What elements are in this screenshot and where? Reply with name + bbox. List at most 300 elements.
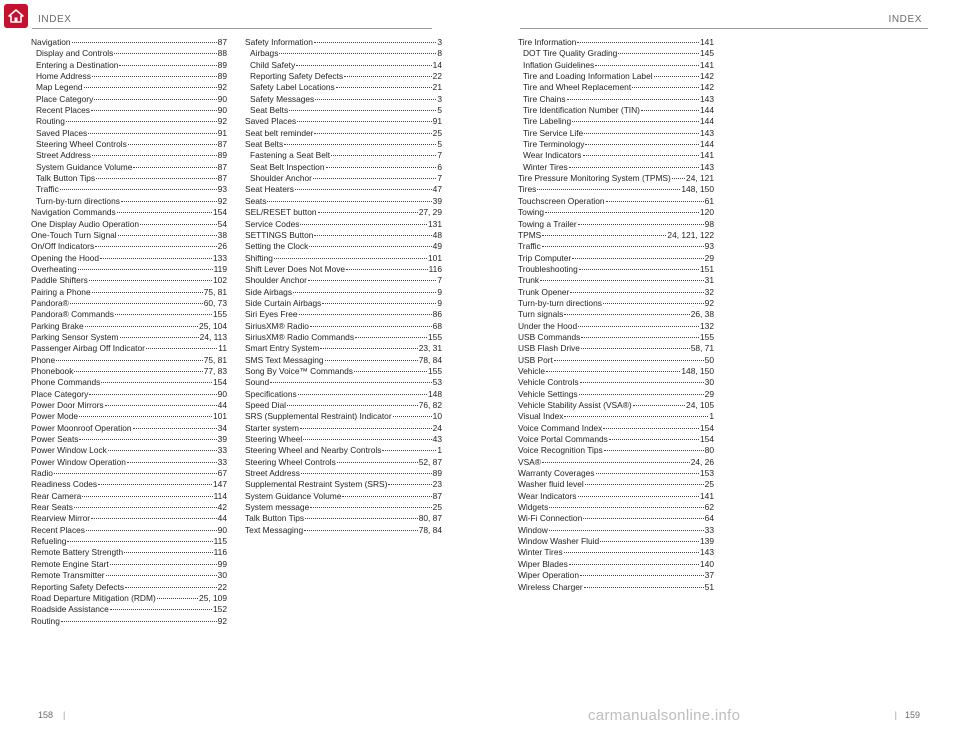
entry-page-ref[interactable]: 148, 150: [681, 184, 714, 195]
index-entry[interactable]: [518, 547, 714, 558]
index-entry[interactable]: [31, 468, 227, 479]
index-entry[interactable]: [245, 230, 442, 241]
entry-page-ref[interactable]: 89: [217, 71, 227, 82]
entry-page-ref[interactable]: 91: [432, 116, 442, 127]
entry-page-ref[interactable]: 120: [700, 207, 714, 218]
entry-page-ref[interactable]: 92: [217, 195, 227, 206]
entry-page-ref[interactable]: 7: [437, 275, 442, 286]
entry-page-ref[interactable]: 23, 31: [418, 343, 442, 354]
entry-page-ref[interactable]: 25: [432, 127, 442, 138]
index-entry[interactable]: [518, 536, 714, 547]
index-entry[interactable]: [518, 105, 714, 116]
entry-page-ref[interactable]: 77, 83: [203, 365, 227, 376]
index-entry[interactable]: [31, 604, 227, 615]
entry-page-ref[interactable]: 51: [704, 581, 714, 592]
index-entry[interactable]: [31, 411, 227, 422]
entry-page-ref[interactable]: 29: [704, 252, 714, 263]
index-entry[interactable]: [31, 287, 227, 298]
index-entry[interactable]: [245, 287, 442, 298]
entry-page-ref[interactable]: 76, 82: [418, 400, 442, 410]
index-entry[interactable]: [518, 184, 714, 195]
entry-page-ref[interactable]: 147: [213, 479, 227, 490]
index-entry[interactable]: [31, 184, 227, 195]
entry-page-ref[interactable]: 14: [432, 59, 442, 70]
entry-page-ref[interactable]: 152: [213, 604, 227, 615]
index-entry[interactable]: [518, 196, 714, 207]
index-entry[interactable]: [518, 287, 714, 298]
index-entry[interactable]: [518, 457, 714, 468]
entry-page-ref[interactable]: 78, 84: [418, 524, 442, 535]
index-entry[interactable]: [245, 60, 442, 71]
index-entry[interactable]: [518, 582, 714, 593]
entry-page-ref[interactable]: 101: [213, 411, 227, 422]
entry-page-ref[interactable]: 99: [217, 558, 227, 569]
index-entry[interactable]: [245, 162, 442, 173]
entry-page-ref[interactable]: 3: [437, 93, 442, 104]
index-entry[interactable]: [518, 411, 714, 422]
index-entry[interactable]: [31, 593, 227, 604]
entry-page-ref[interactable]: 26, 38: [690, 309, 714, 320]
entry-page-ref[interactable]: 60, 73: [203, 297, 227, 308]
index-entry[interactable]: [518, 275, 714, 286]
entry-page-ref[interactable]: 155: [213, 309, 227, 320]
entry-page-ref[interactable]: 142: [700, 82, 714, 93]
entry-page-ref[interactable]: 67: [217, 468, 227, 479]
entry-term: Traffic: [36, 184, 59, 195]
entry-page-ref[interactable]: 90: [217, 388, 227, 399]
index-entry[interactable]: [31, 241, 227, 252]
entry-page-ref[interactable]: 9: [437, 286, 442, 297]
index-entry[interactable]: [245, 71, 442, 82]
index-entry[interactable]: [518, 570, 714, 581]
home-button[interactable]: [4, 4, 28, 28]
index-entry[interactable]: [245, 128, 442, 139]
index-entry[interactable]: [245, 94, 442, 105]
index-entry[interactable]: [518, 207, 714, 218]
entry-page-ref[interactable]: 89: [217, 59, 227, 70]
entry-page-ref[interactable]: 115: [213, 536, 227, 547]
entry-page-ref[interactable]: 42: [217, 502, 227, 513]
entry-page-ref[interactable]: 90: [217, 93, 227, 104]
index-entry[interactable]: [518, 513, 714, 524]
entry-page-ref[interactable]: 27, 29: [418, 207, 442, 218]
index-entry[interactable]: [31, 230, 227, 241]
entry-page-ref[interactable]: 34: [217, 422, 227, 433]
index-entry[interactable]: [518, 491, 714, 502]
entry-page-ref[interactable]: 101: [428, 252, 442, 263]
entry-page-ref[interactable]: 21: [432, 82, 442, 93]
entry-page-ref[interactable]: 64: [704, 513, 714, 524]
entry-term: Remote Battery Strength: [31, 547, 124, 558]
entry-page-ref[interactable]: 131: [428, 218, 442, 229]
index-entry[interactable]: [31, 570, 227, 581]
entry-page-ref[interactable]: 133: [213, 252, 227, 263]
entry-page-ref[interactable]: 5: [437, 105, 442, 116]
entry-page-ref[interactable]: 30: [704, 377, 714, 388]
entry-page-ref[interactable]: 30: [217, 570, 227, 581]
entry-page-ref[interactable]: 68: [432, 320, 442, 331]
index-entry[interactable]: [518, 332, 714, 343]
index-entry[interactable]: [245, 264, 442, 275]
entry-page-ref[interactable]: 86: [432, 309, 442, 320]
index-entry[interactable]: [518, 502, 714, 513]
index-entry[interactable]: [31, 82, 227, 93]
index-entry[interactable]: [518, 116, 714, 127]
index-entry[interactable]: [245, 491, 442, 502]
index-entry[interactable]: [31, 253, 227, 264]
index-entry[interactable]: [31, 479, 227, 490]
index-entry[interactable]: [245, 116, 442, 127]
index-entry[interactable]: [31, 116, 227, 127]
index-entry[interactable]: [518, 219, 714, 230]
index-entry[interactable]: [31, 491, 227, 502]
entry-page-ref[interactable]: 87: [217, 161, 227, 172]
index-entry[interactable]: [31, 343, 227, 354]
entry-page-ref[interactable]: 39: [432, 195, 442, 206]
index-entry[interactable]: [518, 355, 714, 366]
index-entry[interactable]: [31, 219, 227, 230]
entry-page-ref[interactable]: 141: [700, 37, 714, 47]
index-entry[interactable]: [245, 445, 442, 456]
index-entry[interactable]: [31, 139, 227, 150]
entry-page-ref[interactable]: 75, 81: [203, 354, 227, 365]
index-entry[interactable]: [518, 264, 714, 275]
index-entry[interactable]: [518, 139, 714, 150]
index-entry[interactable]: [245, 468, 442, 479]
entry-page-ref[interactable]: 25: [704, 479, 714, 490]
entry-page-ref[interactable]: 87: [217, 37, 227, 47]
index-entry[interactable]: [31, 275, 227, 286]
dot-leader: [310, 326, 432, 327]
entry-page-ref[interactable]: 92: [704, 297, 714, 308]
entry-page-ref[interactable]: 89: [217, 150, 227, 161]
index-entry[interactable]: [518, 82, 714, 93]
index-entry[interactable]: [245, 411, 442, 422]
index-entry[interactable]: [518, 128, 714, 139]
index-entry[interactable]: [245, 321, 442, 332]
index-entry[interactable]: [245, 434, 442, 445]
index-entry[interactable]: [245, 332, 442, 343]
entry-page-ref[interactable]: 75, 81: [203, 286, 227, 297]
index-entry[interactable]: [518, 48, 714, 59]
entry-page-ref[interactable]: 155: [700, 331, 714, 342]
index-entry[interactable]: [245, 377, 442, 388]
entry-page-ref[interactable]: 1: [709, 411, 714, 422]
index-entry[interactable]: [31, 525, 227, 536]
entry-page-ref[interactable]: 24, 105: [686, 400, 714, 410]
entry-page-ref[interactable]: 154: [700, 422, 714, 433]
entry-page-ref[interactable]: 145: [700, 48, 714, 59]
entry-page-ref[interactable]: 119: [213, 263, 227, 274]
entry-term: Tire Terminology: [523, 139, 585, 150]
entry-page-ref[interactable]: 23: [432, 479, 442, 490]
index-entry[interactable]: [518, 366, 714, 377]
entry-page-ref[interactable]: 98: [704, 218, 714, 229]
entry-page-ref[interactable]: 3: [437, 37, 442, 47]
entry-page-ref[interactable]: 37: [704, 570, 714, 581]
entry-page-ref[interactable]: 25, 104: [199, 320, 227, 331]
index-entry[interactable]: [518, 37, 714, 48]
index-entry[interactable]: [518, 60, 714, 71]
dot-leader: [567, 99, 700, 100]
entry-page-ref[interactable]: 58, 71: [690, 343, 714, 354]
index-entry[interactable]: [245, 513, 442, 524]
index-entry[interactable]: [518, 468, 714, 479]
entry-page-ref[interactable]: 90: [217, 524, 227, 535]
index-entry[interactable]: [31, 60, 227, 71]
entry-page-ref[interactable]: 80: [704, 445, 714, 456]
index-entry[interactable]: [245, 82, 442, 93]
index-entry[interactable]: [31, 457, 227, 468]
entry-page-ref[interactable]: 32: [704, 286, 714, 297]
index-entry[interactable]: [245, 173, 442, 184]
dot-leader: [106, 575, 217, 576]
index-entry[interactable]: [245, 400, 442, 411]
entry-page-ref[interactable]: 62: [704, 502, 714, 513]
index-entry[interactable]: [518, 423, 714, 434]
index-entry[interactable]: [31, 389, 227, 400]
index-entry[interactable]: [245, 479, 442, 490]
index-entry[interactable]: [31, 71, 227, 82]
index-entry[interactable]: [518, 150, 714, 161]
entry-page-ref[interactable]: 92: [217, 116, 227, 127]
entry-page-ref[interactable]: 154: [213, 207, 227, 218]
entry-page-ref[interactable]: 148, 150: [681, 365, 714, 376]
index-entry[interactable]: [518, 162, 714, 173]
entry-page-ref[interactable]: 31: [704, 275, 714, 286]
index-entry[interactable]: [245, 275, 442, 286]
index-entry[interactable]: [245, 502, 442, 513]
index-entry[interactable]: [31, 355, 227, 366]
entry-page-ref[interactable]: 24, 26: [690, 456, 714, 467]
entry-page-ref[interactable]: 143: [700, 547, 714, 558]
index-entry[interactable]: [518, 241, 714, 252]
index-entry[interactable]: [518, 434, 714, 445]
index-entry[interactable]: [31, 366, 227, 377]
index-entry[interactable]: [518, 298, 714, 309]
entry-page-ref[interactable]: 132: [700, 320, 714, 331]
entry-page-ref[interactable]: 49: [432, 241, 442, 252]
entry-page-ref[interactable]: 114: [213, 490, 227, 501]
entry-page-ref[interactable]: 33: [217, 445, 227, 456]
entry-page-ref[interactable]: 151: [700, 263, 714, 274]
index-entry[interactable]: [518, 525, 714, 536]
index-entry[interactable]: [31, 173, 227, 184]
index-entry[interactable]: [518, 321, 714, 332]
index-entry[interactable]: [518, 559, 714, 570]
entry-page-ref[interactable]: 6: [437, 161, 442, 172]
entry-page-ref[interactable]: 47: [432, 184, 442, 195]
index-entry[interactable]: [245, 48, 442, 59]
index-entry[interactable]: [31, 162, 227, 173]
entry-page-ref[interactable]: 22: [432, 71, 442, 82]
entry-page-ref[interactable]: 143: [700, 161, 714, 172]
entry-page-ref[interactable]: 33: [217, 456, 227, 467]
entry-page-ref[interactable]: 7: [437, 173, 442, 184]
entry-page-ref[interactable]: 139: [700, 536, 714, 547]
index-entry[interactable]: [31, 298, 227, 309]
index-entry[interactable]: [31, 536, 227, 547]
index-entry[interactable]: [31, 196, 227, 207]
index-entry[interactable]: [518, 389, 714, 400]
entry-page-ref[interactable]: 144: [700, 116, 714, 127]
entry-page-ref[interactable]: 142: [700, 71, 714, 82]
index-entry[interactable]: [245, 457, 442, 468]
index-entry[interactable]: [31, 547, 227, 558]
index-entry[interactable]: [245, 150, 442, 161]
entry-page-ref[interactable]: 141: [700, 150, 714, 161]
index-entry[interactable]: [245, 207, 442, 218]
index-entry[interactable]: [245, 389, 442, 400]
index-entry[interactable]: [518, 343, 714, 354]
entry-page-ref[interactable]: 22: [217, 581, 227, 592]
entry-page-ref[interactable]: 24: [432, 422, 442, 433]
index-entry[interactable]: [31, 128, 227, 139]
index-entry[interactable]: [31, 207, 227, 218]
entry-page-ref[interactable]: 10: [432, 411, 442, 422]
entry-page-ref[interactable]: 53: [432, 377, 442, 388]
entry-page-ref[interactable]: 92: [217, 615, 227, 626]
index-entry[interactable]: [31, 264, 227, 275]
entry-page-ref[interactable]: 8: [437, 48, 442, 59]
entry-page-ref[interactable]: 26: [217, 241, 227, 252]
entry-page-ref[interactable]: 25: [432, 502, 442, 513]
entry-page-ref[interactable]: 78, 84: [418, 354, 442, 365]
index-entry[interactable]: [518, 445, 714, 456]
index-entry[interactable]: [245, 37, 442, 48]
entry-page-ref[interactable]: 116: [213, 547, 227, 558]
index-entry[interactable]: [245, 139, 442, 150]
entry-page-ref[interactable]: 88: [217, 48, 227, 59]
entry-page-ref[interactable]: 116: [428, 263, 442, 274]
index-entry[interactable]: [31, 332, 227, 343]
entry-page-ref[interactable]: 141: [700, 59, 714, 70]
entry-page-ref[interactable]: 144: [700, 139, 714, 150]
entry-page-ref[interactable]: 1: [437, 445, 442, 456]
entry-page-ref[interactable]: 43: [432, 434, 442, 445]
entry-page-ref[interactable]: 61: [704, 195, 714, 206]
index-entry[interactable]: [31, 434, 227, 445]
index-entry[interactable]: [31, 616, 227, 627]
entry-page-ref[interactable]: 89: [432, 468, 442, 479]
entry-page-ref[interactable]: 33: [704, 524, 714, 535]
entry-page-ref[interactable]: 80, 87: [418, 513, 442, 524]
index-entry[interactable]: [31, 502, 227, 513]
index-entry[interactable]: [518, 71, 714, 82]
entry-page-ref[interactable]: 44: [217, 513, 227, 524]
entry-page-ref[interactable]: 25, 109: [199, 592, 227, 603]
index-entry[interactable]: [245, 366, 442, 377]
index-entry[interactable]: [518, 253, 714, 264]
index-entry[interactable]: [518, 400, 714, 411]
index-entry[interactable]: [31, 37, 227, 48]
entry-page-ref[interactable]: 144: [700, 105, 714, 116]
entry-page-ref[interactable]: 154: [213, 377, 227, 388]
index-entry[interactable]: [518, 230, 714, 241]
entry-page-ref[interactable]: 11: [218, 343, 227, 354]
entry-page-ref[interactable]: 44: [217, 400, 227, 410]
index-entry[interactable]: [245, 355, 442, 366]
entry-page-ref[interactable]: 141: [700, 490, 714, 501]
entry-page-ref[interactable]: 24, 121: [686, 173, 714, 184]
index-entry[interactable]: [31, 400, 227, 411]
index-entry[interactable]: [31, 513, 227, 524]
index-entry[interactable]: [31, 321, 227, 332]
index-entry[interactable]: [31, 309, 227, 320]
index-entry[interactable]: [518, 309, 714, 320]
entry-page-ref[interactable]: 24, 121, 122: [667, 229, 714, 240]
entry-term: Tire Service Life: [523, 127, 584, 138]
entry-page-ref[interactable]: 92: [217, 82, 227, 93]
index-entry[interactable]: [245, 423, 442, 434]
entry-page-ref[interactable]: 143: [700, 127, 714, 138]
index-entry[interactable]: [31, 582, 227, 593]
entry-page-ref[interactable]: 7: [437, 150, 442, 161]
index-entry[interactable]: [31, 559, 227, 570]
entry-term: Steering Wheel Controls: [245, 456, 336, 467]
entry-page-ref[interactable]: 91: [217, 127, 227, 138]
entry-page-ref[interactable]: 50: [704, 354, 714, 365]
index-entry[interactable]: [518, 94, 714, 105]
entry-page-ref[interactable]: 87: [432, 490, 442, 501]
entry-page-ref[interactable]: 90: [217, 105, 227, 116]
entry-page-ref[interactable]: 154: [700, 434, 714, 445]
index-entry[interactable]: [31, 48, 227, 59]
entry-page-ref[interactable]: 93: [704, 241, 714, 252]
entry-page-ref[interactable]: 102: [213, 275, 227, 286]
index-entry[interactable]: [31, 94, 227, 105]
entry-page-ref[interactable]: 87: [217, 173, 227, 184]
index-entry[interactable]: [245, 196, 442, 207]
entry-page-ref[interactable]: 87: [217, 139, 227, 150]
entry-page-ref[interactable]: 9: [437, 297, 442, 308]
index-entry[interactable]: [31, 445, 227, 456]
dot-leader: [289, 110, 436, 111]
entry-page-ref[interactable]: 39: [217, 434, 227, 445]
index-entry[interactable]: [518, 377, 714, 388]
entry-page-ref[interactable]: 148: [428, 388, 442, 399]
index-entry[interactable]: [245, 525, 442, 536]
entry-page-ref[interactable]: 155: [428, 331, 442, 342]
index-entry[interactable]: [245, 298, 442, 309]
index-entry[interactable]: [245, 184, 442, 195]
index-entry[interactable]: [245, 343, 442, 354]
entry-page-ref[interactable]: 24, 113: [199, 331, 227, 342]
index-entry[interactable]: [245, 241, 442, 252]
entry-page-ref[interactable]: 38: [217, 229, 227, 240]
index-entry[interactable]: [245, 105, 442, 116]
entry-page-ref[interactable]: 54: [217, 218, 227, 229]
index-entry[interactable]: [518, 479, 714, 490]
entry-page-ref[interactable]: 143: [700, 93, 714, 104]
index-entry[interactable]: [245, 253, 442, 264]
entry-page-ref[interactable]: 153: [700, 468, 714, 479]
entry-page-ref[interactable]: 29: [704, 388, 714, 399]
index-entry[interactable]: [31, 377, 227, 388]
index-entry[interactable]: [245, 219, 442, 230]
entry-page-ref[interactable]: 93: [217, 184, 227, 195]
entry-page-ref[interactable]: 52, 87: [418, 456, 442, 467]
index-entry[interactable]: [31, 423, 227, 434]
entry-page-ref[interactable]: 140: [700, 558, 714, 569]
index-entry[interactable]: [31, 150, 227, 161]
entry-page-ref[interactable]: 5: [437, 139, 442, 150]
entry-page-ref[interactable]: 48: [432, 229, 442, 240]
index-entry[interactable]: [245, 309, 442, 320]
index-entry[interactable]: [518, 173, 714, 184]
index-entry[interactable]: [31, 105, 227, 116]
entry-page-ref[interactable]: 155: [428, 365, 442, 376]
